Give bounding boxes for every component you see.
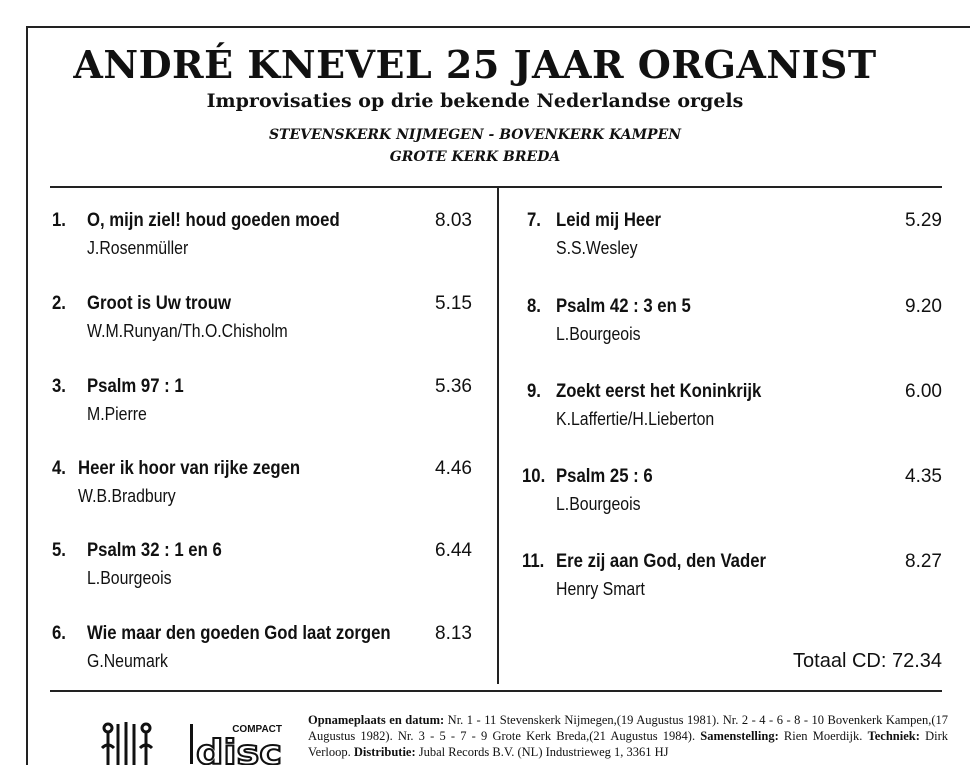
track-composer: L.Bourgeois — [556, 324, 641, 344]
locations-line-2: GROTE KERK BREDA — [389, 149, 561, 165]
track-title: Psalm 25 : 6 — [556, 466, 653, 487]
header-divider — [50, 186, 942, 188]
track-number: 11. — [522, 551, 545, 572]
track-title: Wie maar den goeden God laat zorgen — [87, 623, 391, 644]
track-duration: 8.03 — [435, 210, 472, 231]
track-composer: Henry Smart — [556, 579, 645, 599]
track-composer: M.Pierre — [87, 404, 147, 424]
track-title: Ere zij aan God, den Vader — [556, 551, 767, 572]
credits-label-distribution: Distributie: — [353, 745, 416, 759]
footer-divider — [50, 690, 942, 692]
credits-text — [308, 712, 948, 760]
track-composer: G.Neumark — [87, 651, 168, 671]
track-title: Zoekt eerst het Koninkrijk — [556, 381, 762, 402]
track-duration: 6.44 — [435, 540, 472, 561]
compact-disc-logo-icon — [188, 722, 284, 765]
track-number: 6. — [52, 623, 66, 644]
track-title: Psalm 32 : 1 en 6 — [87, 540, 222, 561]
credits-label-compilation: Samenstelling: — [700, 729, 779, 743]
track-number: 9. — [527, 381, 541, 402]
column-divider — [497, 186, 499, 684]
album-subtitle: Improvisaties op drie bekende Nederlandse orgels — [206, 90, 744, 112]
organ-logo-icon — [100, 718, 158, 765]
track-number: 8. — [527, 296, 541, 317]
credits-distribution: Jubal Records B.V. (NL) Industrieweg 1, 3361 HJ — [415, 745, 669, 759]
track-composer: K.Laffertie/H.Lieberton — [556, 409, 715, 429]
track-number: 7. — [527, 210, 541, 231]
track-duration: 5.29 — [905, 210, 942, 231]
track-title: Psalm 97 : 1 — [87, 376, 184, 397]
compact-label: COMPACT — [232, 724, 282, 735]
track-duration: 4.35 — [905, 466, 942, 487]
track-number: 1. — [52, 210, 66, 231]
credits-recording: Nr. 1 - 11 Stevenskerk Nijmegen,(19 Augustus 1981). Nr. 2 - 4 - 6 - 8 - 10 Bovenkerk Kampen,(17 Augustus 1982). Nr. 3 - 5 - 7 - 9 Grote Kerk Breda,(21 Augustus 1984). — [308, 713, 948, 743]
track-composer: L.Bourgeois — [87, 568, 172, 588]
track-duration: 5.36 — [435, 376, 472, 397]
track-composer: W.M.Runyan/Th.O.Chisholm — [87, 321, 288, 341]
track-number: 10. — [522, 466, 546, 487]
track-title: Psalm 42 : 3 en 5 — [556, 296, 691, 317]
album-title: ANDRÉ KNEVEL 25 JAAR ORGANIST — [73, 42, 877, 87]
credits-label-recording: Opnameplaats en datum: — [308, 713, 445, 727]
track-duration: 9.20 — [905, 296, 942, 317]
total-duration: Totaal CD: 72.34 — [793, 650, 942, 672]
track-number: 4. — [52, 458, 66, 479]
track-duration: 5.15 — [435, 293, 472, 314]
track-title: Groot is Uw trouw — [87, 293, 231, 314]
recording-locations — [0, 124, 950, 168]
track-duration: 8.27 — [905, 551, 942, 572]
track-number: 5. — [52, 540, 66, 561]
track-duration: 4.46 — [435, 458, 472, 479]
track-number: 3. — [52, 376, 66, 397]
track-duration: 6.00 — [905, 381, 942, 402]
track-title: Leid mij Heer — [556, 210, 662, 231]
track-composer: W.B.Bradbury — [78, 486, 176, 506]
track-duration: 8.13 — [435, 623, 472, 644]
track-composer: S.S.Wesley — [556, 238, 638, 258]
track-composer: L.Bourgeois — [556, 494, 641, 514]
track-composer: J.Rosenmüller — [87, 238, 189, 258]
track-title: O, mijn ziel! houd goeden moed — [87, 210, 340, 231]
credits-compilation: Rien Moerdijk. — [778, 729, 868, 743]
credits-label-technique: Techniek: — [867, 729, 920, 743]
locations-line-1: STEVENSKERK NIJMEGEN - BOVENKERK KAMPEN — [268, 127, 682, 143]
disc-label: disc — [196, 733, 282, 765]
track-title: Heer ik hoor van rijke zegen — [78, 458, 301, 479]
track-number: 2. — [52, 293, 66, 314]
credits-technique: Dirk Verloop. — [308, 729, 948, 759]
